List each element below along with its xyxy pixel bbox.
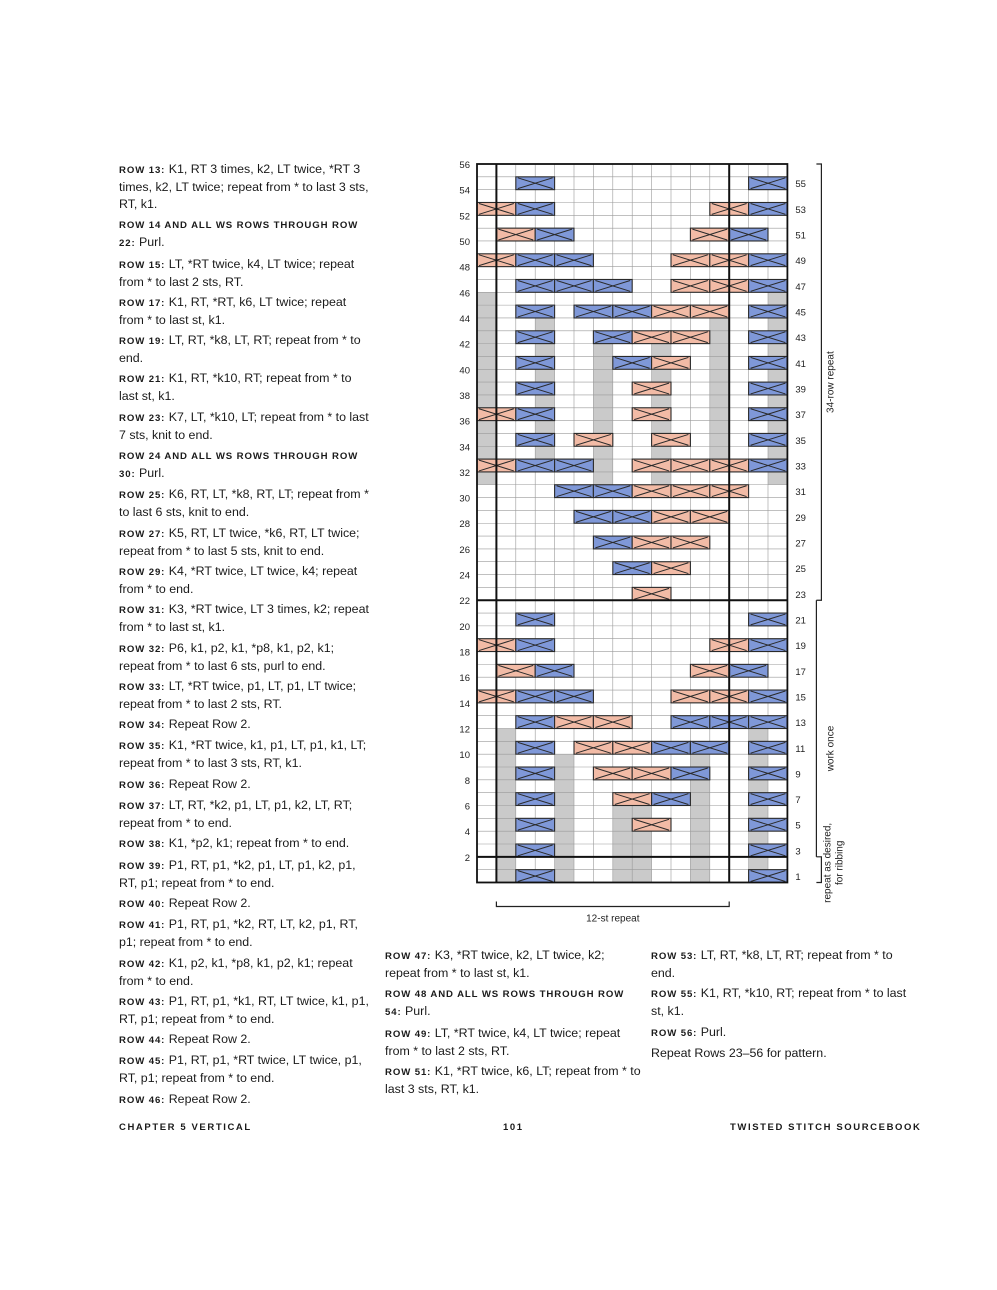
footer-book-title: TWISTED STITCH SOURCEBOOK (730, 1122, 922, 1133)
row-text: Purl. (139, 235, 165, 250)
row-label: ROW 35: (119, 741, 166, 753)
row-number-right: 1 (795, 872, 801, 884)
row-text: K3, *RT twice, k2, LT twice, k2; repeat from * to last st, k1. (385, 948, 605, 980)
row-text: Repeat Row 2. (168, 717, 251, 732)
purl-cell (535, 446, 554, 459)
row-number-left: 10 (459, 750, 470, 762)
purl-cell (613, 806, 632, 819)
row-number-left: 24 (459, 570, 470, 582)
row-number-left: 28 (459, 519, 470, 531)
purl-cell (555, 806, 574, 819)
row-number-left: 12 (459, 724, 470, 736)
purl-cell (555, 870, 574, 883)
row-instruction (385, 1025, 641, 1060)
purl-cell (496, 767, 515, 780)
row-label: ROW 17: (119, 297, 166, 309)
row-number-right: 31 (795, 487, 806, 499)
purl-cell (768, 369, 787, 382)
row-text: K6, RT, LT, *k8, RT, LT; repeat from * to last 6 sts, knit to end. (119, 487, 369, 520)
row-label: ROW 14 AND ALL WS ROWS THROUGH ROW 22: (119, 220, 359, 250)
row-instruction (119, 486, 371, 521)
purl-cell (555, 780, 574, 793)
row-label: ROW 43: (119, 996, 166, 1008)
row-number-left: 50 (459, 236, 470, 248)
purl-cell (535, 395, 554, 408)
row-text: K4, *RT twice, LT twice, k4; repeat from * to end. (119, 563, 358, 596)
purl-cell (593, 446, 612, 459)
row-number-right: 39 (795, 384, 806, 396)
row-number-right: 43 (795, 333, 806, 345)
purl-cell (477, 382, 496, 395)
row-instruction (119, 409, 371, 444)
row-text: K1, *RT twice, k6, LT; repeat from * to last 3 sts, RT, k1. (385, 1063, 641, 1096)
purl-cell (477, 305, 496, 318)
purl-cell (768, 292, 787, 305)
row-label: ROW 55: (651, 989, 698, 1001)
row-instruction (119, 955, 371, 990)
row-number-right: 15 (795, 692, 806, 704)
row-number-right: 17 (795, 666, 806, 678)
row-instruction (385, 947, 641, 982)
row-text: P1, RT, p1, *k2, RT, LT, k2, p1, RT, p1; repeat from * to end. (119, 917, 358, 950)
purl-cell (477, 292, 496, 305)
row-text: P1, RT, p1, *k1, RT, LT twice, k1, p1, RT, p1; repeat from * to end. (119, 993, 369, 1026)
row-text: Repeat Row 2. (168, 1032, 251, 1047)
purl-cell (613, 818, 632, 831)
row-label: ROW 48 AND ALL WS ROWS THROUGH ROW 54: (385, 989, 625, 1019)
row-instruction (119, 797, 371, 832)
row-number-left: 38 (459, 390, 470, 402)
purl-cell (477, 356, 496, 369)
purl-cell (477, 344, 496, 357)
purl-cell (496, 741, 515, 754)
purl-cell (690, 857, 709, 870)
row-number-left: 8 (464, 775, 470, 787)
row-label: ROW 32: (119, 643, 166, 655)
purl-cell (749, 780, 768, 793)
row-text: K1, *RT twice, k1, p1, LT, p1, k1, LT; repeat from * to last 3 sts, RT, k1. (119, 738, 367, 771)
label-34-row-repeat: 34-row repeat (825, 351, 837, 413)
instructions-column-right (651, 947, 907, 1065)
purl-cell (768, 395, 787, 408)
row-text: K1, RT 3 times, k2, LT twice, *RT 3 times, k2, LT twice; repeat from * to last 3 sts, RT, k1. (119, 162, 369, 211)
row-instruction (119, 895, 371, 913)
row-text: P6, k1, p2, k1, *p8, k1, p2, k1; repeat from * to last 6 sts, purl to end. (119, 640, 335, 673)
row-number-right: 21 (795, 615, 806, 627)
row-number-left: 16 (459, 673, 470, 685)
purl-cell (496, 806, 515, 819)
purl-cell (710, 408, 729, 421)
row-label: ROW 33: (119, 681, 166, 693)
purl-cell (652, 421, 671, 434)
row-instruction (119, 737, 371, 772)
purl-cell (477, 421, 496, 434)
purl-cell (477, 395, 496, 408)
row-text: K3, *RT twice, LT 3 times, k2; repeat from * to last st, k1. (119, 602, 369, 635)
row-label: ROW 56: (651, 1027, 698, 1039)
row-text: Purl. (405, 1004, 431, 1019)
purl-cell (749, 806, 768, 819)
row-text: LT, RT, *k8, LT, RT; repeat from * to end. (651, 948, 893, 980)
row-text: Purl. (139, 466, 165, 481)
purl-cell (496, 818, 515, 831)
row-label: ROW 25: (119, 490, 166, 502)
purl-cell (652, 446, 671, 459)
row-instruction (119, 332, 371, 367)
label-ribbing-line2: for ribbing (834, 840, 846, 886)
purl-cell (690, 780, 709, 793)
purl-cell (535, 318, 554, 331)
purl-cell (690, 870, 709, 883)
purl-cell (496, 831, 515, 844)
purl-cell (768, 318, 787, 331)
purl-cell (593, 382, 612, 395)
knitting-chart (440, 155, 860, 935)
row-label: ROW 15: (119, 259, 166, 271)
instructions-column-left (119, 161, 371, 1112)
row-number-left: 46 (459, 288, 470, 300)
purl-cell (535, 344, 554, 357)
instructions-column-middle (385, 947, 641, 1101)
label-ribbing-line1: repeat as desired, (822, 822, 834, 903)
footer-chapter: CHAPTER 5 VERTICAL (119, 1122, 252, 1133)
purl-cell (749, 831, 768, 844)
row-number-left: 40 (459, 365, 470, 377)
row-number-right: 49 (795, 256, 806, 268)
row-instruction (119, 161, 371, 213)
purl-cell (477, 331, 496, 344)
row-number-left: 48 (459, 262, 470, 274)
purl-cell (652, 395, 671, 408)
row-text: P1, RT, p1, *RT twice, LT twice, p1, RT, p1; repeat from * to end. (119, 1053, 362, 1086)
row-text: K1, RT, *RT, k6, LT twice; repeat from * to last st, k1. (119, 294, 347, 327)
row-number-right: 55 (795, 179, 806, 191)
row-number-left: 4 (464, 827, 470, 839)
row-text: P1, RT, p1, *k2, p1, LT, p1, k2, p1, RT, p1; repeat from * to end. (119, 857, 356, 890)
purl-cell (535, 369, 554, 382)
row-instruction (119, 1052, 371, 1087)
purl-cell (555, 818, 574, 831)
row-label: ROW 29: (119, 566, 166, 578)
purl-cell (710, 356, 729, 369)
row-label: ROW 13: (119, 165, 166, 176)
purl-cell (652, 472, 671, 485)
purl-cell (593, 472, 612, 485)
row-label: ROW 38: (119, 839, 166, 851)
purl-cell (496, 729, 515, 742)
row-instruction (119, 993, 371, 1028)
row-number-right: 51 (795, 230, 806, 242)
row-number-left: 36 (459, 416, 470, 428)
row-label: ROW 44: (119, 1035, 166, 1047)
purl-cell (593, 459, 612, 472)
row-number-right: 5 (795, 820, 801, 832)
row-number-right: 47 (795, 281, 806, 293)
row-number-right: 45 (795, 307, 806, 319)
purl-cell (690, 831, 709, 844)
row-instruction (119, 216, 371, 252)
row-text: K1, *p2, k1; repeat from * to end. (168, 836, 350, 851)
purl-cell (710, 344, 729, 357)
row-number-left: 42 (459, 339, 470, 351)
purl-cell (477, 433, 496, 446)
row-label: ROW 47: (385, 951, 432, 962)
row-number-right: 35 (795, 435, 806, 447)
row-text: LT, *RT twice, k4, LT twice; repeat from * to last 2 sts, RT. (119, 256, 355, 289)
repeat-label: 12-st repeat (586, 913, 640, 925)
purl-cell (690, 844, 709, 857)
label-work-once: work once (825, 725, 837, 772)
row-number-right: 11 (795, 743, 806, 755)
purl-cell (632, 870, 651, 883)
row-instruction (119, 256, 371, 291)
row-instruction (119, 447, 371, 483)
row-number-right: 7 (795, 795, 801, 807)
purl-cell (555, 754, 574, 767)
purl-cell (555, 767, 574, 780)
row-number-right: 33 (795, 461, 806, 473)
purl-cell (710, 382, 729, 395)
row-instruction (119, 857, 371, 892)
row-number-left: 30 (459, 493, 470, 505)
purl-cell (652, 369, 671, 382)
row-label: ROW 49: (385, 1028, 432, 1040)
row-text: Repeat Rows 23–56 for pattern. (651, 1045, 827, 1060)
row-number-right: 13 (795, 718, 806, 730)
purl-cell (710, 318, 729, 331)
row-number-left: 22 (459, 596, 470, 608)
row-instruction (385, 985, 641, 1021)
purl-cell (555, 831, 574, 844)
purl-cell (496, 870, 515, 883)
row-text: K7, LT, *k10, LT; repeat from * to last 7 sts, knit to end. (119, 409, 369, 442)
row-number-left: 2 (464, 852, 470, 864)
row-label: ROW 46: (119, 1094, 166, 1106)
purl-cell (613, 870, 632, 883)
row-instruction (119, 835, 371, 853)
row-text: Repeat Row 2. (168, 1091, 251, 1106)
row-label: ROW 21: (119, 374, 166, 386)
row-instruction (119, 563, 371, 598)
row-instruction (119, 370, 371, 405)
row-text: LT, RT, *k8, LT, RT; repeat from * to end. (119, 333, 361, 366)
purl-cell (496, 754, 515, 767)
purl-cell (632, 857, 651, 870)
purl-cell (535, 421, 554, 434)
purl-cell (690, 793, 709, 806)
row-number-right: 23 (795, 589, 806, 601)
row-label: ROW 39: (119, 860, 166, 872)
purl-cell (593, 344, 612, 357)
row-text: K5, RT, LT twice, *k6, RT, LT twice; repeat from * to last 5 sts, knit to end. (119, 525, 360, 558)
purl-cell (690, 754, 709, 767)
row-label: ROW 37: (119, 801, 166, 813)
purl-cell (613, 844, 632, 857)
row-instruction (119, 916, 371, 951)
row-instruction (385, 1063, 641, 1098)
row-instruction (119, 525, 371, 560)
purl-cell (496, 780, 515, 793)
row-text: K1, RT, *k10, RT; repeat from * to last st, k1. (119, 371, 352, 404)
page-number: 101 (503, 1122, 524, 1133)
row-number-right: 41 (795, 358, 806, 370)
row-text: Purl. (700, 1024, 727, 1039)
row-text: LT, *RT twice, p1, LT, p1, LT twice; repeat from * to last 2 sts, RT. (119, 678, 357, 711)
bracket-ribbing (816, 857, 821, 883)
purl-cell (593, 395, 612, 408)
row-number-left: 52 (459, 211, 470, 223)
purl-cell (710, 446, 729, 459)
row-number-left: 26 (459, 544, 470, 556)
purl-cell (477, 472, 496, 485)
row-label: ROW 36: (119, 779, 166, 791)
purl-cell (768, 472, 787, 485)
purl-cell (477, 318, 496, 331)
row-instruction (119, 716, 371, 734)
purl-cell (555, 857, 574, 870)
row-number-left: 14 (459, 698, 470, 710)
row-number-right: 53 (795, 204, 806, 216)
row-number-right: 25 (795, 564, 806, 576)
row-number-left: 32 (459, 467, 470, 479)
purl-cell (710, 369, 729, 382)
row-instruction (119, 294, 371, 329)
row-label: ROW 40: (119, 898, 166, 910)
row-instruction (119, 678, 371, 713)
row-instruction (651, 1024, 907, 1042)
row-label: ROW 45: (119, 1056, 166, 1068)
purl-cell (477, 369, 496, 382)
purl-cell (593, 369, 612, 382)
row-number-right: 37 (795, 410, 806, 422)
purl-cell (710, 395, 729, 408)
purl-cell (632, 831, 651, 844)
row-label: ROW 42: (119, 958, 166, 970)
purl-cell (555, 844, 574, 857)
row-number-left: 6 (464, 801, 470, 813)
purl-cell (749, 729, 768, 742)
row-text: LT, *RT twice, k4, LT twice; repeat from * to last 2 sts, RT. (385, 1025, 621, 1058)
purl-cell (710, 331, 729, 344)
row-instruction (651, 1045, 907, 1062)
row-number-right: 29 (795, 512, 806, 524)
purl-cell (477, 446, 496, 459)
purl-cell (710, 433, 729, 446)
purl-cell (768, 421, 787, 434)
purl-cell (496, 793, 515, 806)
purl-cell (652, 344, 671, 357)
row-number-right: 3 (795, 846, 801, 858)
bracket-34-row (816, 164, 821, 600)
row-number-right: 19 (795, 641, 806, 653)
purl-cell (593, 356, 612, 369)
purl-cell (690, 818, 709, 831)
row-text: K1, p2, k1, *p8, k1, p2, k1; repeat from * to end. (119, 955, 353, 988)
purl-cell (749, 754, 768, 767)
row-label: ROW 51: (385, 1066, 432, 1078)
purl-cell (690, 806, 709, 819)
purl-cell (496, 844, 515, 857)
purl-cell (593, 408, 612, 421)
purl-cell (613, 857, 632, 870)
purl-cell (632, 844, 651, 857)
row-number-left: 20 (459, 621, 470, 633)
row-label: ROW 23: (119, 412, 166, 424)
row-instruction (651, 985, 907, 1020)
row-text: LT, RT, *k2, p1, LT, p1, k2, LT, RT; repeat from * to end. (119, 798, 353, 831)
row-instruction (119, 601, 371, 636)
row-number-left: 56 (459, 160, 470, 171)
row-label: ROW 53: (651, 951, 698, 962)
row-label: ROW 19: (119, 336, 166, 348)
purl-cell (593, 421, 612, 434)
repeat-bracket (496, 901, 729, 906)
row-label: ROW 41: (119, 920, 166, 932)
row-number-right: 9 (795, 769, 801, 781)
purl-cell (768, 344, 787, 357)
row-instruction (651, 947, 907, 982)
row-text: Repeat Row 2. (168, 776, 251, 791)
row-number-left: 34 (459, 442, 470, 454)
row-label: ROW 24 AND ALL WS ROWS THROUGH ROW 30: (119, 451, 359, 481)
purl-cell (710, 421, 729, 434)
row-text: Repeat Row 2. (168, 895, 251, 910)
row-label: ROW 34: (119, 720, 166, 732)
row-instruction (119, 776, 371, 794)
row-number-left: 18 (459, 647, 470, 659)
row-label: ROW 27: (119, 528, 166, 540)
row-number-right: 27 (795, 538, 806, 550)
purl-cell (496, 857, 515, 870)
purl-cell (749, 857, 768, 870)
row-instruction (119, 640, 371, 675)
row-label: ROW 31: (119, 605, 166, 617)
row-number-left: 54 (459, 185, 470, 197)
row-instruction (119, 1091, 371, 1109)
row-text: K1, RT, *k10, RT; repeat from * to last st, k1. (651, 986, 907, 1019)
purl-cell (613, 831, 632, 844)
purl-cell (555, 793, 574, 806)
purl-cell (768, 446, 787, 459)
row-number-left: 44 (459, 313, 470, 325)
row-instruction (119, 1031, 371, 1049)
purl-cell (632, 806, 651, 819)
